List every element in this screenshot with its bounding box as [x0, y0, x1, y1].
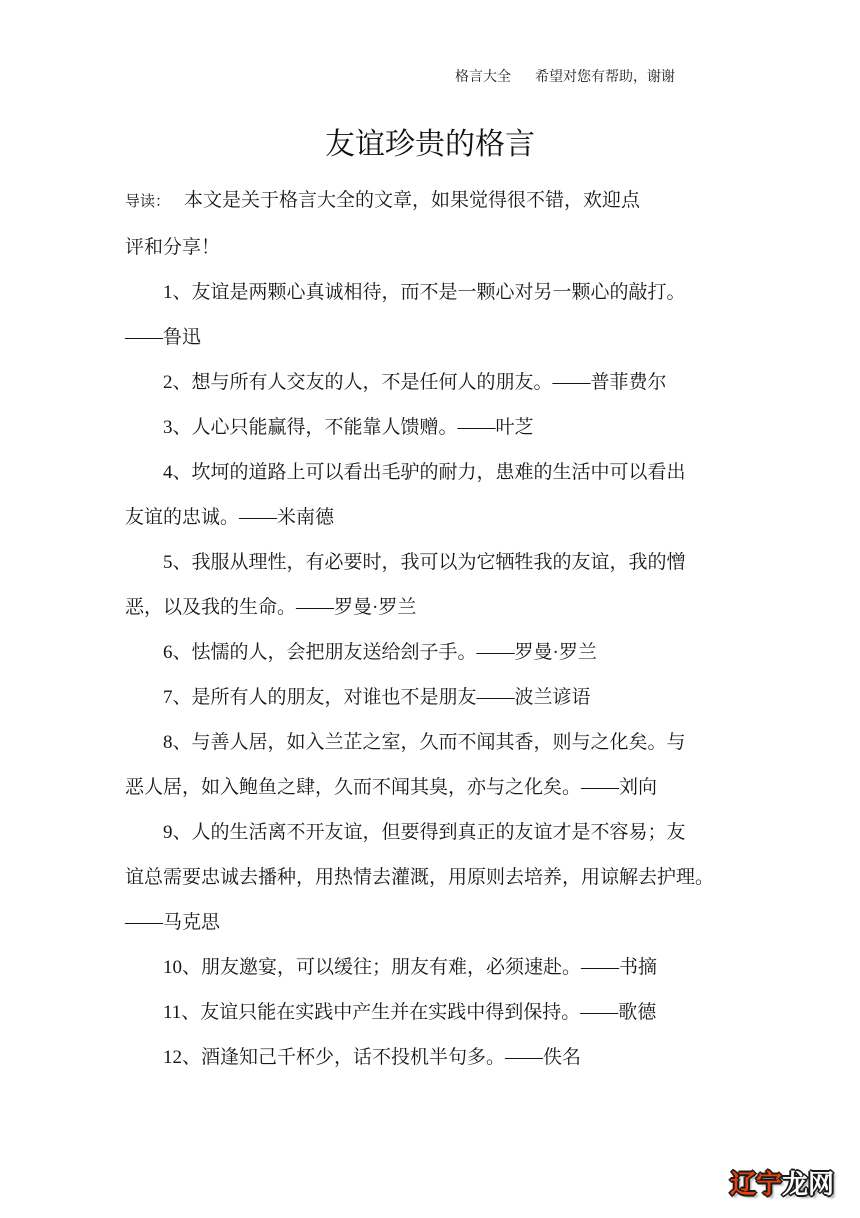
- header-greeting: 希望对您有帮助，谢谢: [535, 70, 675, 85]
- quote-paragraph: 3、人心只能赢得，不能靠人馈赠。——叶芝: [163, 417, 534, 438]
- intro-paragraph: [125, 178, 739, 270]
- quote-paragraph: 2、想与所有人交友的人，不是任何人的朋友。——普菲费尔: [163, 372, 667, 393]
- page-header: [455, 66, 675, 86]
- quote-paragraph: 4、坎坷的道路上可以看出毛驴的耐力，患难的生活中可以看出 友谊的忠诚。——米南德: [125, 462, 686, 528]
- quote-paragraph: 6、怯懦的人，会把朋友送给刽子手。——罗曼·罗兰: [163, 642, 597, 663]
- quote-paragraph: 8、与善人居，如入兰芷之室，久而不闻其香，则与之化矣。与 恶人居，如入鲍鱼之肆，久而不闻其臭，亦与之化矣。——刘向: [125, 732, 686, 798]
- watermark-logo: [730, 1170, 834, 1198]
- quote-paragraph: 10、朋友邀宴，可以缓往；朋友有难，必须速赴。——书摘: [163, 957, 658, 978]
- quote-paragraph: 7、是所有人的朋友，对谁也不是朋友——波兰谚语: [163, 687, 591, 708]
- quote-paragraph: 12、酒逢知己千杯少，话不投机半句多。——佚名: [163, 1047, 582, 1068]
- page-title: 友谊珍贵的格言: [325, 128, 535, 161]
- quote-paragraph: 9、人的生活离不开友谊，但要得到真正的友谊才是不容易；友 谊总需要忠诚去播种，用热情去灌溉，用原则去培养，用谅解去护理。 ——马克思: [125, 822, 715, 933]
- quote-paragraph: 5、我服从理性，有必要时，我可以为它牺牲我的友谊，我的憎 恶，以及我的生命。——罗曼·罗兰: [125, 552, 686, 618]
- intro-label: 导读：: [125, 194, 171, 210]
- header-site-name: 格言大全: [455, 70, 511, 85]
- quote-paragraph: 11、友谊只能在实践中产生并在实践中得到保持。——歌德: [163, 1002, 657, 1023]
- document-body: [125, 178, 739, 1080]
- quote-paragraph: 1、友谊是两颗心真诚相待，而不是一颗心对另一颗心的敲打。 ——鲁迅: [125, 282, 686, 348]
- quotes-container: [125, 270, 739, 1080]
- watermark-liaoning: 辽宁: [729, 1169, 782, 1199]
- intro-text: 本文是关于格言大全的文章，如果觉得很不错，欢迎点 评和分享！: [125, 190, 641, 258]
- watermark-longwang: 龙网: [781, 1169, 834, 1199]
